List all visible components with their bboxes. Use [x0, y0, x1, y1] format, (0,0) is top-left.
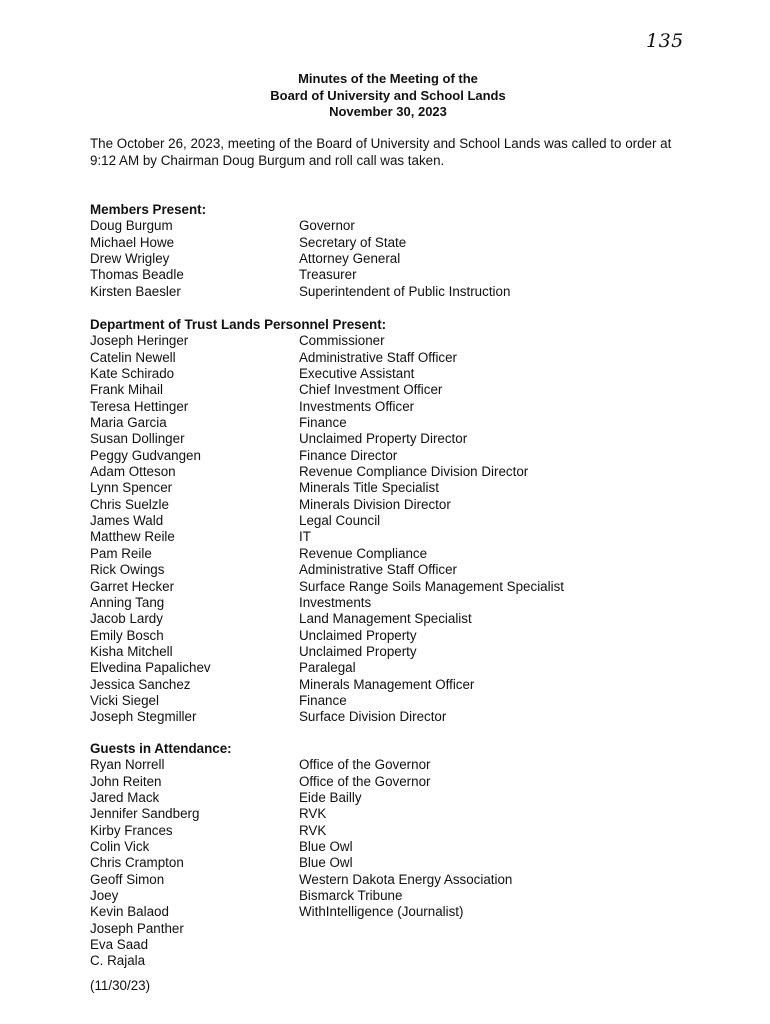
attendee-name: Colin Vick: [90, 839, 150, 855]
attendee-row: [90, 839, 710, 855]
attendee-role: Revenue Compliance: [299, 545, 428, 561]
attendee-role: Paralegal: [299, 660, 356, 676]
members-list: [90, 218, 710, 300]
personnel-list: [90, 333, 710, 725]
attendee-row: [90, 660, 710, 676]
attendee-name: Chris Crampton: [90, 855, 184, 871]
section-heading: Department of Trust Lands Personnel Present:: [90, 317, 387, 332]
attendee-name: Anning Tang: [90, 594, 165, 610]
attendee-role: Unclaimed Property: [299, 627, 417, 643]
attendee-row: [90, 644, 710, 660]
attendee-name: Jennifer Sandberg: [90, 806, 200, 822]
attendee-role: Commissioner: [299, 333, 385, 349]
attendee-role: Administrative Staff Officer: [299, 349, 458, 365]
attendee-role: Secretary of State: [299, 234, 407, 250]
attendee-role: Finance: [299, 692, 347, 708]
attendee-name: Doug Burgum: [90, 218, 173, 234]
attendee-name: Michael Howe: [90, 234, 175, 250]
attendee-row: [90, 937, 710, 953]
attendee-role: Land Management Specialist: [299, 611, 472, 627]
attendee-row: [90, 513, 710, 529]
attendee-role: IT: [299, 529, 311, 545]
attendee-row: [90, 677, 710, 693]
attendee-row: [90, 872, 710, 888]
attendee-row: [90, 546, 710, 562]
attendee-row: [90, 823, 710, 839]
attendee-name: Elvedina Papalichev: [90, 660, 211, 676]
attendee-name: Peggy Gudvangen: [90, 447, 201, 463]
attendee-row: [90, 579, 710, 595]
attendee-row: [90, 855, 710, 871]
attendee-row: [90, 218, 710, 234]
attendee-name: Emily Bosch: [90, 627, 164, 643]
attendee-row: [90, 611, 710, 627]
attendee-role: Revenue Compliance Division Director: [299, 464, 529, 480]
attendee-role: Superintendent of Public Instruction: [299, 283, 511, 299]
attendee-role: Chief Investment Officer: [299, 382, 443, 398]
attendee-row: [90, 595, 710, 611]
attendee-row: [90, 806, 710, 822]
attendee-name: Kisha Mitchell: [90, 643, 173, 659]
attendee-role: [299, 953, 710, 969]
attendee-row: [90, 790, 710, 806]
document-title: [0, 71, 770, 121]
attendee-role: [299, 921, 710, 937]
attendee-name: Susan Dollinger: [90, 431, 185, 447]
attendee-name: Kirby Frances: [90, 822, 173, 838]
attendee-row: [90, 757, 710, 773]
attendee-row: [90, 448, 710, 464]
attendee-role: RVK: [299, 822, 327, 838]
attendee-name: Kirsten Baesler: [90, 283, 181, 299]
attendee-role: WithIntelligence (Journalist): [299, 904, 464, 920]
attendee-name: Lynn Spencer: [90, 480, 173, 496]
attendee-role: Executive Assistant: [299, 366, 415, 382]
attendee-name: Jacob Lardy: [90, 611, 163, 627]
title-line-1: Minutes of the Meeting of the: [298, 71, 478, 86]
attendee-row: [90, 464, 710, 480]
attendee-name: James Wald: [90, 513, 164, 529]
attendee-role: [299, 937, 710, 953]
attendee-row: [90, 904, 710, 920]
attendee-row: [90, 267, 710, 283]
attendee-name: Ryan Norrell: [90, 757, 165, 773]
attendee-name: Jessica Sanchez: [90, 676, 191, 692]
attendee-row: [90, 431, 710, 447]
footer-date: (11/30/23): [90, 978, 151, 993]
attendee-row: [90, 529, 710, 545]
attendee-role: Blue Owl: [299, 839, 353, 855]
attendee-role: Blue Owl: [299, 855, 353, 871]
attendee-role: Investments: [299, 594, 372, 610]
attendee-name: Adam Otteson: [90, 464, 176, 480]
attendee-row: [90, 497, 710, 513]
title-line-2: Board of University and School Lands: [270, 87, 506, 103]
attendee-row: [90, 415, 710, 431]
section-heading: Members Present:: [90, 202, 207, 217]
attendee-role: RVK: [299, 806, 327, 822]
attendee-name: Matthew Reile: [90, 529, 175, 545]
attendee-role: Investments Officer: [299, 398, 415, 414]
attendee-name: Teresa Hettinger: [90, 398, 189, 414]
attendee-role: Office of the Governor: [299, 757, 431, 773]
attendee-name: John Reiten: [90, 773, 162, 789]
attendee-name: Joseph Stegmiller: [90, 709, 197, 725]
attendee-name: Vicki Siegel: [90, 692, 159, 708]
attendee-row: [90, 953, 710, 969]
attendee-role: Surface Range Soils Management Specialist: [299, 578, 564, 594]
attendee-name: C. Rajala: [90, 953, 146, 969]
attendee-name: Joseph Heringer: [90, 333, 189, 349]
attendee-row: [90, 382, 710, 398]
attendee-name: Eva Saad: [90, 937, 149, 953]
attendee-role: Minerals Division Director: [299, 496, 451, 512]
attendee-role: Unclaimed Property: [299, 643, 417, 659]
attendee-role: Minerals Title Specialist: [299, 480, 439, 496]
attendee-role: Surface Division Director: [299, 709, 447, 725]
attendee-name: Maria Garcia: [90, 415, 167, 431]
attendee-role: Finance: [299, 415, 347, 431]
attendee-name: Jared Mack: [90, 790, 160, 806]
attendee-role: Legal Council: [299, 513, 381, 529]
intro-paragraph: The October 26, 2023, meeting of the Board of University and School Lands was called to order at 9:12 AM by Chairman Doug Burgum and roll call was taken.: [90, 136, 672, 168]
attendee-row: [90, 399, 710, 415]
attendee-row: [90, 921, 710, 937]
attendee-role: Western Dakota Energy Association: [299, 871, 513, 887]
attendee-name: Kate Schirado: [90, 366, 175, 382]
attendee-row: [90, 350, 710, 366]
meeting-date: November 30, 2023: [329, 104, 447, 119]
attendee-row: [90, 284, 710, 300]
attendee-name: Geoff Simon: [90, 871, 165, 887]
attendee-name: Joseph Panther: [90, 920, 184, 936]
attendee-role: Administrative Staff Officer: [299, 562, 458, 578]
attendee-row: [90, 774, 710, 790]
attendee-role: Bismarck Tribune: [299, 888, 403, 904]
attendee-row: [90, 235, 710, 251]
attendee-row: [90, 693, 710, 709]
attendee-name: Catelin Newell: [90, 349, 176, 365]
attendee-role: Attorney General: [299, 251, 401, 267]
attendee-name: Joey: [90, 888, 119, 904]
attendee-name: Chris Suelzle: [90, 496, 169, 512]
attendee-role: Governor: [299, 218, 355, 234]
attendee-row: [90, 366, 710, 382]
guests-list: [90, 757, 710, 969]
guests-section: [90, 741, 710, 970]
attendee-role: Eide Bailly: [299, 790, 362, 806]
attendee-role: Minerals Management Officer: [299, 676, 475, 692]
attendee-name: Kevin Balaod: [90, 904, 169, 920]
attendee-row: [90, 709, 710, 725]
attendee-role: Unclaimed Property Director: [299, 431, 468, 447]
attendee-name: Frank Mihail: [90, 382, 163, 398]
attendee-row: [90, 562, 710, 578]
attendee-role: Finance Director: [299, 447, 398, 463]
attendee-role: Office of the Governor: [299, 773, 431, 789]
attendee-row: [90, 333, 710, 349]
attendee-row: [90, 251, 710, 267]
attendee-name: Thomas Beadle: [90, 267, 184, 283]
attendee-name: Garret Hecker: [90, 578, 175, 594]
page-number: 135: [646, 30, 684, 52]
attendee-row: [90, 888, 710, 904]
attendee-role: Treasurer: [299, 267, 357, 283]
section-heading: Guests in Attendance:: [90, 741, 232, 756]
attendee-name: Drew Wrigley: [90, 251, 170, 267]
attendee-name: Rick Owings: [90, 562, 165, 578]
attendee-row: [90, 480, 710, 496]
attendee-name: Pam Reile: [90, 545, 152, 561]
attendee-row: [90, 628, 710, 644]
members-present-section: [90, 202, 710, 300]
personnel-present-section: [90, 317, 710, 726]
